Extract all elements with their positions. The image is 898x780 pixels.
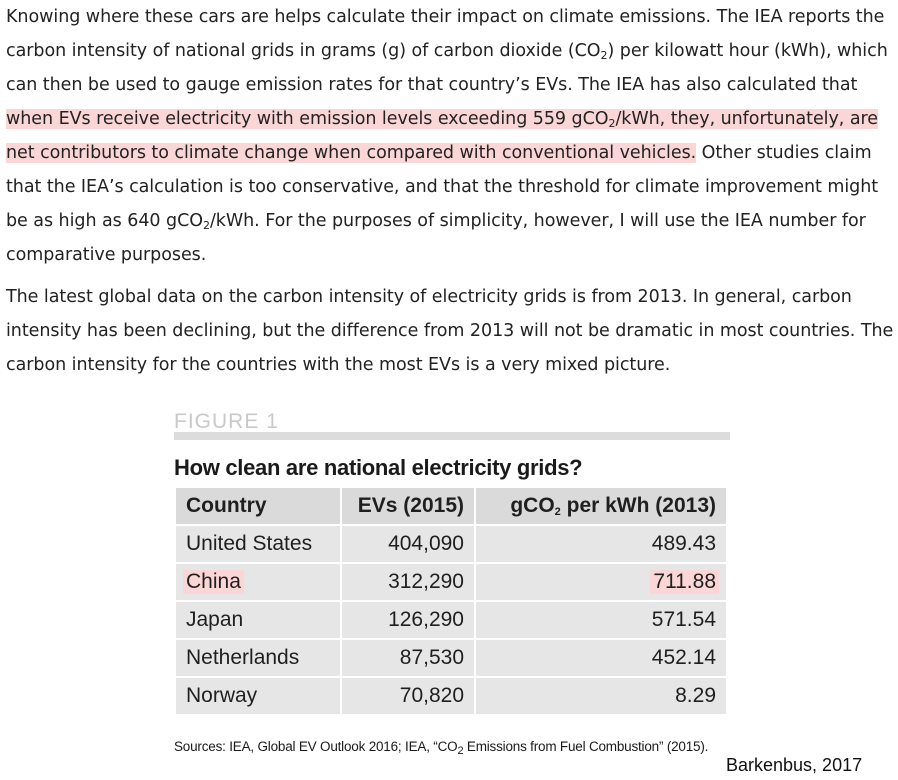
header-country: Country xyxy=(175,487,341,525)
cell-gco2: 8.29 xyxy=(475,677,727,715)
figure xyxy=(174,410,730,757)
cell-gco2: 571.54 xyxy=(475,601,727,639)
cell-evs: 87,530 xyxy=(341,639,475,677)
cell-gco2: 452.14 xyxy=(475,639,727,677)
table-row xyxy=(175,601,727,639)
header-evs: EVs (2015) xyxy=(341,487,475,525)
cell-country: Netherlands xyxy=(175,639,341,677)
cell-gco2: 489.43 xyxy=(475,525,727,563)
cell-country: Japan xyxy=(175,601,341,639)
image-credit: Barkenbus, 2017 xyxy=(726,755,863,775)
figure-label: FIGURE 1 xyxy=(174,410,730,440)
cell-country: United States xyxy=(175,525,341,563)
figure-sources: Sources: IEA, Global EV Outlook 2016; IEA, “$CO_2$ Emissions from Fuel Combustion” (2015). xyxy=(174,739,709,757)
table-row xyxy=(175,639,727,677)
cell-evs: 404,090 xyxy=(341,525,475,563)
article-body xyxy=(6,0,898,382)
cell-country: Norway xyxy=(175,677,341,715)
highlight-mark: China xyxy=(183,570,244,594)
cell-evs: 126,290 xyxy=(341,601,475,639)
paragraph-2: The latest global data on the carbon intensity of electricity grids is from 2013. In general, carbon intensity has been declining, but the difference from 2013 will not be dramatic in most countries. The carbon intensity for the countries with the most EVs is a very mixed picture. xyxy=(6,287,894,375)
table-row xyxy=(175,563,727,601)
emissions-table xyxy=(174,486,728,716)
header-gco2: gCO$_2$ per kWh (2013) xyxy=(475,487,727,525)
highlight-mark: 711.88 xyxy=(650,570,719,594)
highlighted-passage: when EVs receive electricity with emission levels exceeding 559 gCO$_2$/kWh, they, unfortunately, are net contributors to climate change when compared with conventional vehicles. xyxy=(6,109,878,163)
cell-country xyxy=(175,563,341,601)
table-row xyxy=(175,525,727,563)
cell-evs: 312,290 xyxy=(341,563,475,601)
figure-title: How clean are national electricity grids? xyxy=(174,455,583,480)
paragraph-1: Knowing where these cars are helps calculate their impact on climate emissions. The IEA reports the carbon intensity of national grids in grams (g) of carbon dioxide $(CO_2)$ per kilowatt hour (kWh), which can then be used to gauge emission rates for that country’s EVs. The IEA has also calculated that when EVs receive electricity with emission levels exceeding 559 gCO$_2$/kWh, they, unfortunately, are net contributors to climate change when compared with conventional vehicles. Other studies claim that the IEA’s calculation is too conservative, and that the threshold for climate improvement might be as high as 640 gCO$_2$/kWh. For the purposes of simplicity, however, I will use the IEA number for comparative purposes. xyxy=(6,7,888,265)
cell-gco2 xyxy=(475,563,727,601)
cell-evs: 70,820 xyxy=(341,677,475,715)
table-row xyxy=(175,677,727,715)
table-header-row xyxy=(175,487,727,525)
